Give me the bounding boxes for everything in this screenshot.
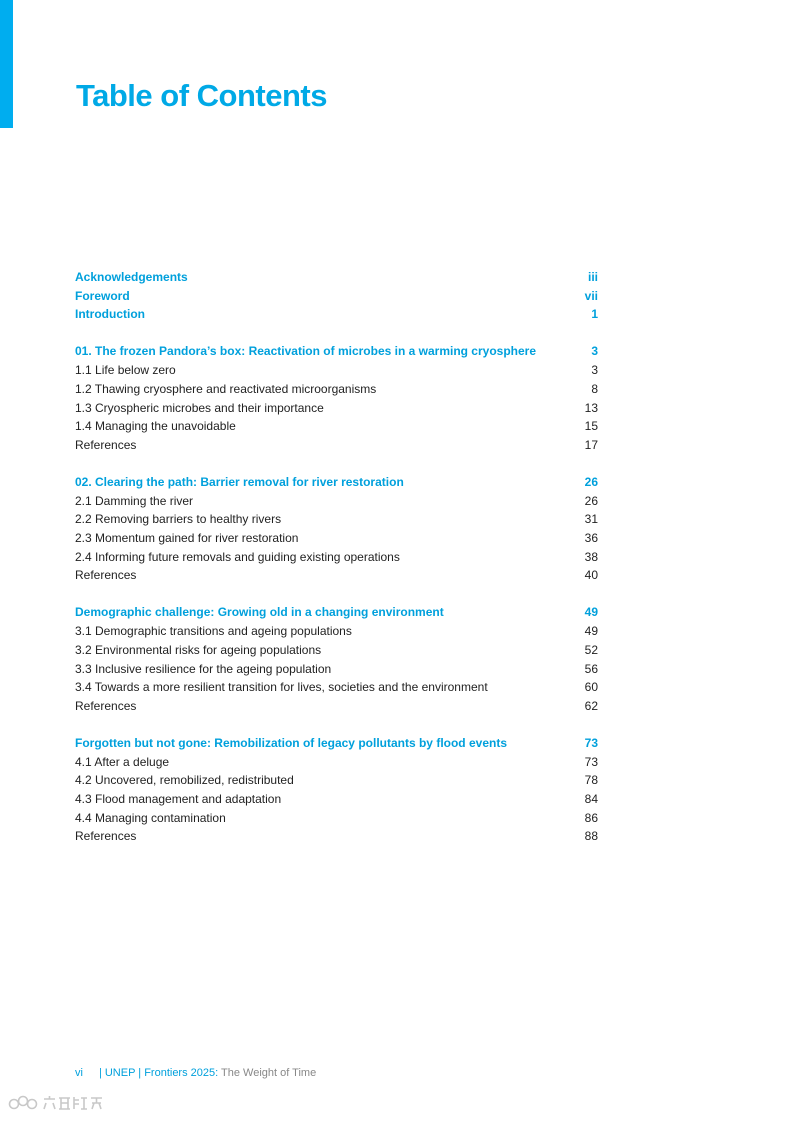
- accent-bar: [0, 0, 13, 128]
- toc-entry-label: 3.2 Environmental risks for ageing populations: [75, 642, 322, 657]
- toc-entry-label: 4.2 Uncovered, remobilized, redistributed: [75, 773, 294, 788]
- toc-entry-page: 86: [584, 810, 598, 825]
- toc-entry-label: 3.4 Towards a more resilient transition for lives, societies and the environment: [75, 680, 488, 695]
- toc-entry[interactable]: [75, 809, 598, 828]
- watermark-logo-icon: [8, 1094, 38, 1112]
- toc-entry-page: iii: [587, 270, 598, 284]
- table-of-contents: [75, 268, 598, 846]
- toc-entry-page: 15: [584, 419, 598, 434]
- toc-entry[interactable]: [75, 660, 598, 679]
- toc-entry-page: 49: [584, 624, 598, 639]
- toc-entry-page: 1: [591, 307, 598, 322]
- toc-entry-label: Foreword: [75, 288, 130, 303]
- toc-entry-label: 3.3 Inclusive resilience for the ageing population: [75, 661, 332, 676]
- toc-entry[interactable]: [75, 529, 598, 548]
- chapter-title: Forgotten but not gone: Remobilization of legacy pollutants by flood events: [75, 736, 507, 750]
- toc-entry-page: 17: [584, 437, 598, 452]
- toc-entry-page: 52: [584, 642, 598, 657]
- toc-entry-label: 4.1 After a deluge: [75, 754, 170, 769]
- toc-entry-introduction[interactable]: [75, 305, 598, 324]
- toc-entry-page: 38: [584, 549, 598, 564]
- page-footer: [75, 1067, 316, 1079]
- chapter-heading-2[interactable]: [75, 473, 598, 492]
- toc-entry[interactable]: [75, 622, 598, 641]
- chapter-page: 26: [584, 474, 598, 489]
- section-spacer: [75, 585, 598, 603]
- chapter-heading-4[interactable]: [75, 734, 598, 753]
- toc-entry[interactable]: [75, 492, 598, 511]
- footer-publication: | UNEP | Frontiers 2025:: [98, 1067, 219, 1079]
- toc-entry-foreword[interactable]: [75, 287, 598, 306]
- toc-entry[interactable]: [75, 361, 598, 380]
- chapter-title: 02. Clearing the path: Barrier removal for river restoration: [75, 474, 404, 489]
- chapter-heading-1[interactable]: [75, 342, 598, 361]
- toc-entry-label: 4.4 Managing contamination: [75, 810, 226, 825]
- footer-subtitle: The Weight of Time: [218, 1067, 317, 1079]
- toc-entry-label: 1.2 Thawing cryosphere and reactivated microorganisms: [75, 381, 377, 396]
- toc-entry[interactable]: [75, 548, 598, 567]
- toc-entry-page: 40: [584, 568, 598, 583]
- toc-entry-page: 73: [584, 754, 598, 769]
- toc-entry-page: 26: [584, 493, 598, 508]
- toc-entry-label: 4.3 Flood management and adaptation: [75, 792, 282, 807]
- watermark: [8, 1094, 104, 1112]
- section-spacer: [75, 324, 598, 342]
- toc-entry[interactable]: [75, 753, 598, 772]
- toc-entry-label: 2.4 Informing future removals and guiding existing operations: [75, 549, 400, 564]
- toc-entry-label: 3.1 Demographic transitions and ageing populations: [75, 624, 352, 639]
- chapter-page: 73: [584, 736, 598, 750]
- toc-entry[interactable]: [75, 697, 598, 716]
- toc-entry-label: 2.2 Removing barriers to healthy rivers: [75, 512, 282, 527]
- toc-entry[interactable]: [75, 510, 598, 529]
- toc-entry[interactable]: [75, 678, 598, 697]
- toc-entry[interactable]: [75, 771, 598, 790]
- toc-entry-label: References: [75, 829, 137, 844]
- toc-entry[interactable]: [75, 566, 598, 585]
- toc-entry-label: References: [75, 437, 137, 452]
- chapter-page: 3: [591, 344, 598, 359]
- toc-entry-page: vii: [584, 288, 598, 303]
- toc-entry-page: 3: [591, 363, 598, 378]
- toc-entry-label: 2.3 Momentum gained for river restoration: [75, 531, 299, 546]
- toc-entry-label: Acknowledgements: [75, 270, 188, 284]
- toc-entry-page: 31: [584, 512, 598, 527]
- toc-entry-label: 1.4 Managing the unavoidable: [75, 419, 236, 434]
- toc-entry-label: Introduction: [75, 307, 145, 322]
- section-spacer: [75, 455, 598, 473]
- chapter-title: 01. The frozen Pandora’s box: Reactivation of microbes in a warming cryosphere: [75, 344, 537, 359]
- toc-entry-acknowledgements[interactable]: [75, 268, 598, 287]
- toc-entry-label: 1.1 Life below zero: [75, 363, 176, 378]
- toc-entry-page: 88: [584, 829, 598, 844]
- chapter-page: 49: [584, 605, 598, 620]
- toc-entry[interactable]: [75, 790, 598, 809]
- toc-entry[interactable]: [75, 827, 598, 846]
- toc-entry-page: 36: [584, 531, 598, 546]
- toc-entry[interactable]: [75, 417, 598, 436]
- footer-page-number: vi: [75, 1067, 83, 1079]
- toc-entry-page: 62: [584, 698, 598, 713]
- toc-entry-page: 78: [584, 773, 598, 788]
- toc-entry[interactable]: [75, 380, 598, 399]
- chapter-title: Demographic challenge: Growing old in a changing environment: [75, 605, 444, 620]
- toc-entry-label: 1.3 Cryospheric microbes and their importance: [75, 400, 324, 415]
- toc-entry-label: 2.1 Damming the river: [75, 493, 194, 508]
- toc-entry-page: 60: [584, 680, 598, 695]
- toc-entry-page: 56: [584, 661, 598, 676]
- chapter-heading-3[interactable]: [75, 603, 598, 622]
- toc-entry-page: 84: [584, 792, 598, 807]
- toc-entry-page: 13: [584, 400, 598, 415]
- toc-entry[interactable]: [75, 641, 598, 660]
- watermark-wordmark: [42, 1095, 104, 1111]
- page-title: Table of Contents: [76, 78, 327, 113]
- toc-entry[interactable]: [75, 399, 598, 418]
- section-spacer: [75, 716, 598, 734]
- toc-entry-label: References: [75, 568, 137, 583]
- toc-entry-page: 8: [591, 381, 598, 396]
- toc-entry[interactable]: [75, 436, 598, 455]
- toc-entry-label: References: [75, 698, 137, 713]
